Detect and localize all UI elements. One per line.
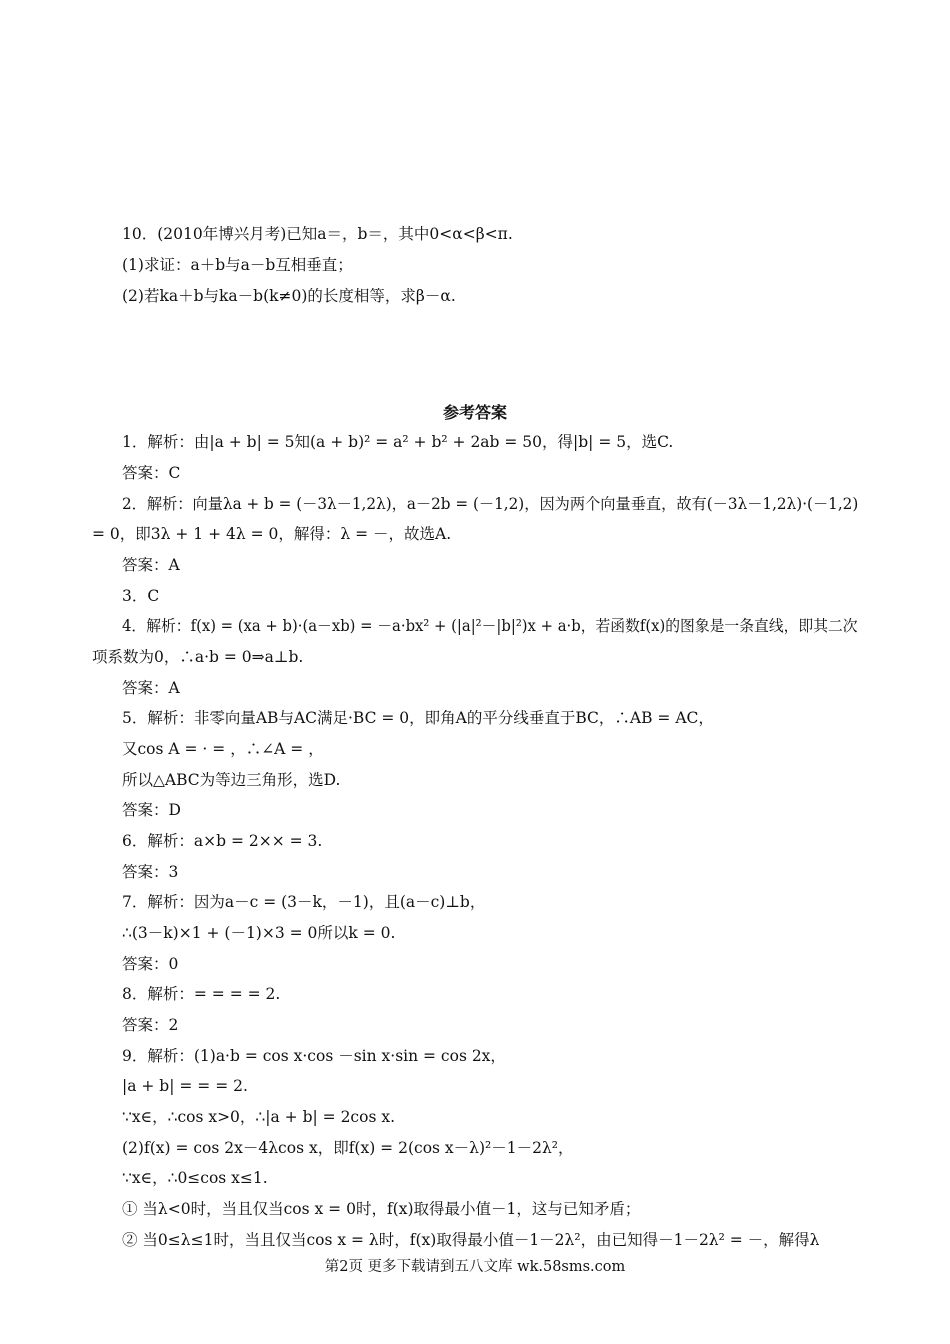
answer-line: 答案：C: [122, 464, 181, 482]
answer-line: 答案：2: [122, 1016, 179, 1034]
answer-line: |a + b| = = = 2.: [122, 1077, 248, 1095]
answer-line: 9．解析：(1)a·b = cos x·cos －sin x·sin = cos 2x，: [122, 1047, 506, 1065]
answer-line: ∵x∈，∴0≤cos x≤1.: [122, 1169, 268, 1187]
answer-line: = 0，即3λ + 1 + 4λ = 0，解得：λ = －，故选A.: [92, 525, 452, 543]
question-10-part-2: (2)若ka＋b与ka－b(k≠0)的长度相等，求β－α.: [122, 287, 456, 305]
answer-line: (2)f(x) = cos 2x－4λcos x，即f(x) = 2(cos x－λ)²－1－2λ²，: [122, 1139, 574, 1157]
answer-line: 答案：A: [122, 556, 180, 574]
answer-line: 项系数为0，∴a·b = 0⇒a⊥b.: [92, 648, 304, 666]
answer-line: ① 当λ<0时，当且仅当cos x = 0时，f(x)取得最小值－1，这与已知矛盾；: [122, 1200, 641, 1218]
answer-line: 3．C: [122, 587, 160, 605]
answer-line: 2．解析：向量λa + b = (－3λ－1,2λ)，a－2b = (－1,2)，因为两个向量垂直，故有(－3λ－1,2λ)·(－1,2): [122, 495, 859, 513]
answer-line: 答案：3: [122, 863, 179, 881]
answer-line: 5．解析：非零向量AB与AC满足·BC = 0，即角A的平分线垂直于BC，∴AB = AC，: [122, 709, 714, 727]
answer-line: 所以△ABC为等边三角形，选D.: [122, 771, 341, 789]
answer-line: ∴(3－k)×1 + (－1)×3 = 0所以k = 0.: [122, 924, 396, 942]
answer-line: 4．解析：f(x) = (xa + b)·(a－xb) = －a·bx² + (|a|²－|b|²)x + a·b，若函数f(x)的图象是一条直线，即其二次: [122, 617, 858, 635]
answer-line: ② 当0≤λ≤1时，当且仅当cos x = λ时，f(x)取得最小值－1－2λ²，由已知得－1－2λ² = －，解得λ: [122, 1231, 820, 1249]
answer-line: 8．解析：= = = = 2.: [122, 985, 281, 1003]
answer-line: 答案：D: [122, 801, 181, 819]
question-10-part-1: (1)求证：a＋b与a－b互相垂直；: [122, 256, 353, 274]
answer-line: 1．解析：由|a + b| = 5知(a + b)² = a² + b² + 2ab = 50，得|b| = 5，选C.: [122, 433, 674, 451]
answers-title: 参考答案: [442, 403, 507, 422]
question-10-header: 10．(2010年博兴月考)已知a＝，b＝，其中0<α<β<π.: [122, 225, 513, 243]
answer-line: 7．解析：因为a－c = (3－k，－1)，且(a－c)⊥b，: [122, 893, 486, 911]
page-footer: 第2页 更多下载请到五八文库 wk.58sms.com: [324, 1259, 626, 1275]
answer-line: 6．解析：a×b = 2×× = 3.: [122, 832, 323, 850]
answer-line: 答案：0: [122, 955, 179, 973]
answer-line: ∵x∈，∴cos x>0，∴|a + b| = 2cos x.: [122, 1108, 395, 1126]
answer-line: 又cos A = · = ，∴∠A = ，: [122, 740, 324, 758]
answer-line: 答案：A: [122, 679, 180, 697]
